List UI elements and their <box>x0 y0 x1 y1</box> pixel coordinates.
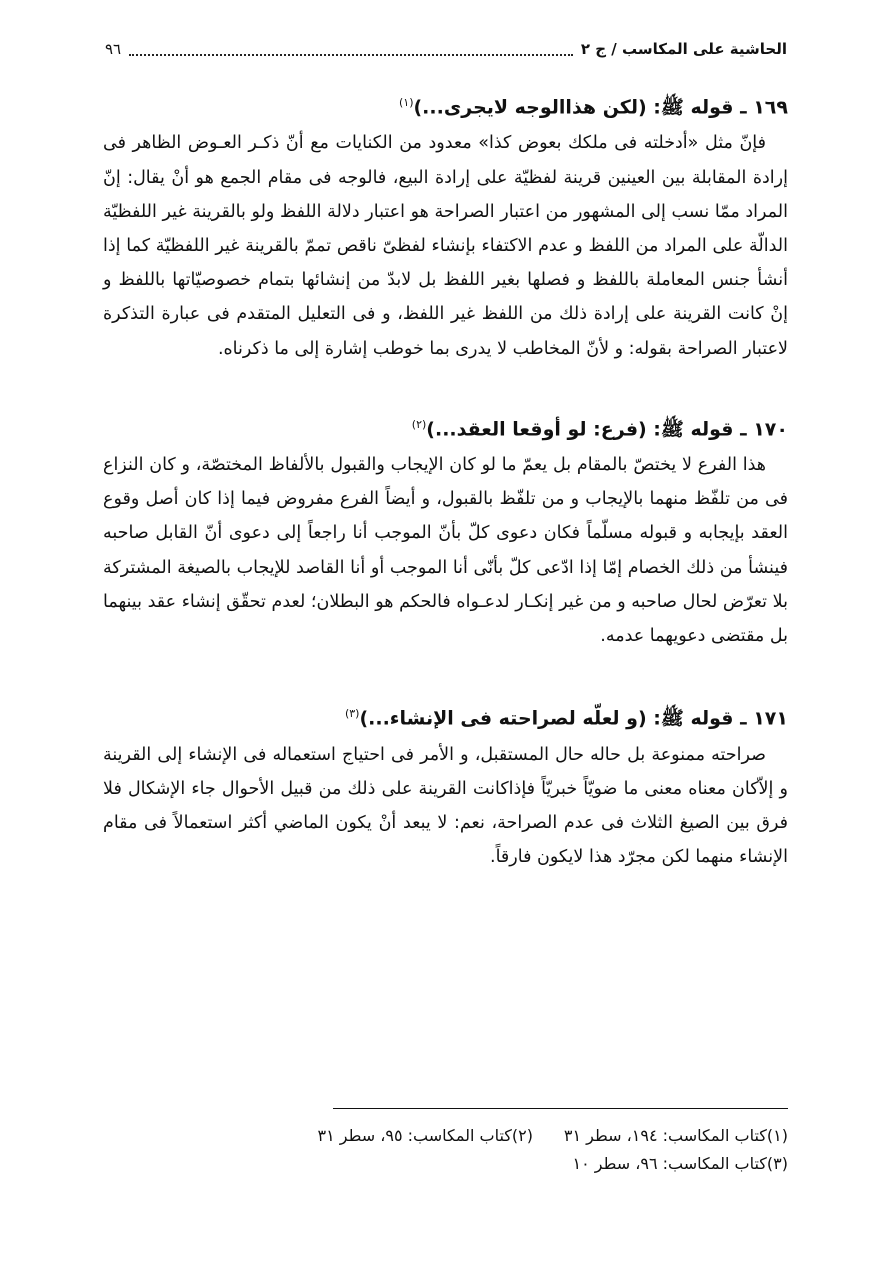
section-heading: ١٧٠ ـ قوله ﷺ: (فرع: لو أوقعا العقد...)$^{(٢)}$ <box>411 417 788 441</box>
section-169 <box>103 84 788 366</box>
footnote-separator <box>333 1108 788 1109</box>
main-text <box>103 84 788 874</box>
footnote-1: (١)كتاب المكاسب: ١٩٤، سطر ٣١ <box>563 1126 788 1145</box>
leader-dots <box>129 42 573 56</box>
section-171 <box>103 695 788 874</box>
footnote-3: (٣)كتاب المكاسب: ٩٦، سطر ١٠ <box>572 1154 788 1173</box>
footnote-ref: (١) <box>398 96 414 109</box>
section-heading: ١٦٩ ـ قوله ﷺ: (لكن هذاالوجه لايجرى...)$^{(١)}$ <box>398 96 788 119</box>
footnotes <box>208 1122 788 1178</box>
footnote-2: (٢)كتاب المكاسب: ٩٥، سطر ٣١ <box>317 1126 533 1145</box>
footnote-ref: (٢) <box>411 417 427 431</box>
page-number: ٩٦ <box>105 40 122 58</box>
running-title: الحاشية على المكاسب / ج ٢ <box>580 40 787 58</box>
paragraph: هذا الفرع لا يختصّ بالمقام بل يعمّ ما لو كان الإيجاب والقبول بالألفاظ المختصّة، و كان النزاع فى من تلفّظ منهما بالإيجاب و من تلفّظ بالقبول، و أيضاً الفرع مفروض فيما إذا كان أصل وقوع العقد بإيجابه و قبوله مسلّماً فكان دعوى كلّ بأنّ الموجب أنا راجعاً إلى دعوى أنّ القابل صاحبه فينشأ من ذلك الخصام إمّا إذا ادّعى كلّ بأنّى أنا الموجب أو أنا القاصد للإيجاب بالصيغة المشتركة بلا تعرّض لحال صاحبه و من غير إنكـار لدعـواه فالحكم هو البطلان؛ لعدم تحقّق إنشاء عقد بينهما بل مقتضى دعويهما عدمه. <box>103 455 788 647</box>
running-header <box>105 36 787 62</box>
footnote-ref: (٣) <box>344 707 360 721</box>
section-170 <box>103 406 788 654</box>
paragraph: فإنّ مثل «أدخلته فى ملكك بعوض كذا» معدود من الكنايات مع أنّ ذكـر العـوض الظاهر فى إرادة المقابلة بين العينين قرينة لفظيّة على إرادة البيع، فالوجه فى مقام الجمع هو أنْ يقال: إنّ المراد ممّا نسب إلى المشهور من اعتبار الصراحة هو اعتبار دلالة اللفظ ولو بالقرينة غير اللفظيّة الدالّة على المراد من اللفظ و عدم الاكتفاء بإنشاء لفظىّ ناقص تممّ بالقرينة غير اللفظيّة كما إذا أنشأ جنس المعاملة باللفظ و فصلها بغير اللفظ بل لابدّ من إنشائها بتمام خصوصيّاتها باللفظ و إنْ كانت القرينة على إرادة ذلك من اللفظ غير اللفظ، و فى التعليل المتقدم فى عبارة التذكرة لاعتبار الصراحة بقوله: و لأنّ المخاطب لا يدرى بما خوطب إشارة إلى ما ذكرناه. <box>103 133 788 359</box>
paragraph: صراحته ممنوعة بل حاله حال المستقبل، و الأمر فى احتياج استعماله فى الإنشاء إلى القرينة و إلاّكان معناه معنى ما ضويّاً خبريّاً فإذاكانت القرينة على ذلك من قبيل الأحوال جاء الإشكال فلا فرق بين الصيغ الثلاث فى عدم الصراحة، نعم: لا يبعد أنْ يكون الماضي أكثر استعمالاً فى مقام الإنشاء منهما لكن مجرّد هذا لايكون فارقاً. <box>103 744 789 868</box>
section-heading: ١٧١ ـ قوله ﷺ: (و لعلّه لصراحته فى الإنشاء...)$^{(٣)}$ <box>344 707 788 730</box>
